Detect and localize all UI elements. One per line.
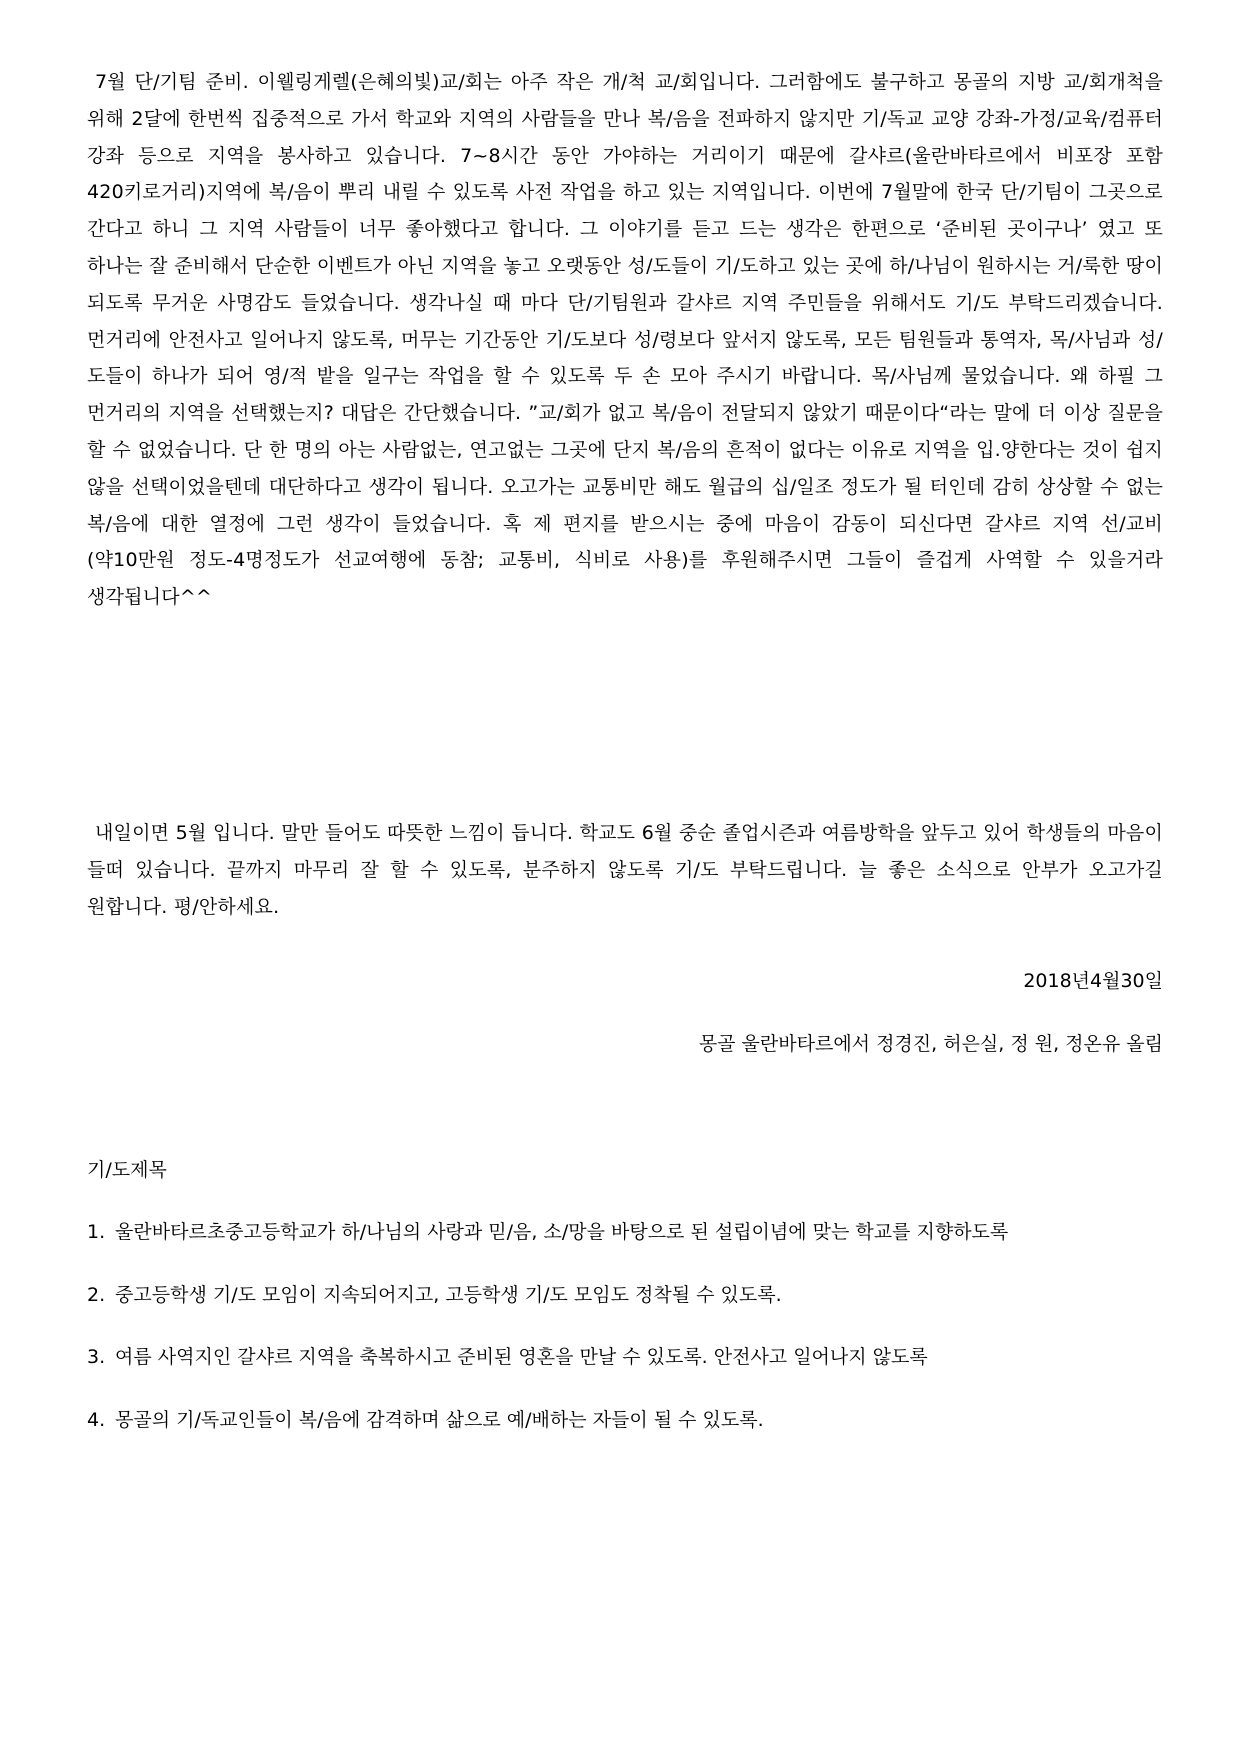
prayer-list-item <box>87 1217 1008 1247</box>
letter-page <box>87 0 1163 1754</box>
prayer-item-number: 2. <box>87 1284 106 1306</box>
prayer-list-item <box>87 1342 928 1372</box>
prayer-item-number: 3. <box>87 1346 106 1368</box>
prayer-item-number: 1. <box>87 1221 106 1243</box>
prayer-list-item <box>87 1405 764 1435</box>
prayer-item-text: 몽골의 기/독교인들이 복/음에 감격하며 삶으로 예/배하는 자들이 될 수 있도록. <box>115 1409 764 1431</box>
prayer-item-number: 4. <box>87 1409 106 1431</box>
letter-signature: 몽골 울란바타르에서 정경진, 허은실, 정 원, 정온유 올림 <box>698 1033 1163 1055</box>
letter-paragraph-may-greeting: 내일이면 5월 입니다. 말만 들어도 따뜻한 느낌이 듭니다. 학교도 6월 중순 졸업시즌과 여름방학을 앞두고 있어 학생들의 마음이 들떠 있습니다. 끝까지 마무리 잘 할 수 있도록, 분주하지 않도록 기/도 부탁드립니다. 늘 좋은 소식으로 안부가 오고가길 원합니다. 평/안하세요. <box>87 822 1163 918</box>
prayer-item-text: 중고등학생 기/도 모임이 지속되어지고, 고등학생 기/도 모임도 정착될 수 있도록. <box>115 1284 782 1306</box>
prayer-item-text: 울란바타르초중고등학교가 하/나님의 사랑과 믿/음, 소/망을 바탕으로 된 설립이념에 맞는 학교를 지향하도록 <box>115 1221 1009 1243</box>
letter-date: 2018년4월30일 <box>1023 970 1163 992</box>
letter-paragraph-summer-team: 7월 단/기팀 준비. 이웰링게렐(은혜의빛)교/회는 아주 작은 개/척 교/회입니다. 그러함에도 불구하고 몽골의 지방 교/회개척을 위해 2달에 한번씩 집중적으로 가서 학교와 지역의 사람들을 만나 복/음을 전파하지 않지만 기/독교 교양 강좌-가정/교육/컴퓨터 강좌 등으로 지역을 봉사하고 있습니다. 7~8시간 동안 가야하는 거리이기 때문에 갈샤르(울란바타르에서 비포장 포함 420키로거리)지역에 복/음이 뿌리 내릴 수 있도록 사전 작업을 하고 있는 지역입니다. 이번에 7월말에 한국 단/기팀이 그곳으로 간다고 하니 그 지역 사람들이 너무 좋아했다고 합니다. 그 이야기를 듣고 드는 생각은 한편으로 ‘준비된 곳이구나’ 였고 또 하나는 잘 준비해서 단순한 이벤트가 아닌 지역을 놓고 오랫동안 성/도들이 기/도하고 있는 곳에 하/나님이 원하시는 거/룩한 땅이 되도록 무거운 사명감도 들었습니다. 생각나실 때 마다 단/기팀원과 갈샤르 지역 주민들을 위해서도 기/도 부탁드리겠습니다. 먼거리에 안전사고 일어나지 않도록, 머무는 기간동안 기/도보다 성/령보다 앞서지 않도록, 모든 팀원들과 통역자, 목/사님과 성/도들이 하나가 되어 영/적 밭을 일구는 작업을 할 수 있도록 두 손 모아 주시기 바랍니다. 목/사님께 물었습니다. 왜 하필 그 먼거리의 지역을 선택했는지? 대답은 간단했습니다. ”교/회가 없고 복/음이 전달되지 않았기 때문이다“라는 말에 더 이상 질문을 할 수 없었습니다. 단 한 명의 아는 사람없는, 연고없는 그곳에 단지 복/음의 흔적이 없다는 이유로 지역을 입.양한다는 것이 쉽지 않을 선택이었을텐데 대단하다고 생각이 됩니다. 오고가는 교통비만 해도 월급의 십/일조 정도가 될 터인데 감히 상상할 수 없는 복/음에 대한 열정에 그런 생각이 들었습니다. 혹 제 편지를 받으시는 중에 마음이 감동이 되신다면 갈샤르 지역 선/교비(약10만원 정도-4명정도가 선교여행에 동참; 교통비, 식비로 사용)를 후원해주시면 그들이 즐겁게 사역할 수 있을거라 생각됩니다^^ <box>87 71 1163 609</box>
prayer-list-item <box>87 1280 782 1310</box>
prayer-list-title: 기/도제목 <box>87 1159 167 1181</box>
prayer-item-text: 여름 사역지인 갈샤르 지역을 축복하시고 준비된 영혼을 만날 수 있도록. 안전사고 일어나지 않도록 <box>115 1346 928 1368</box>
